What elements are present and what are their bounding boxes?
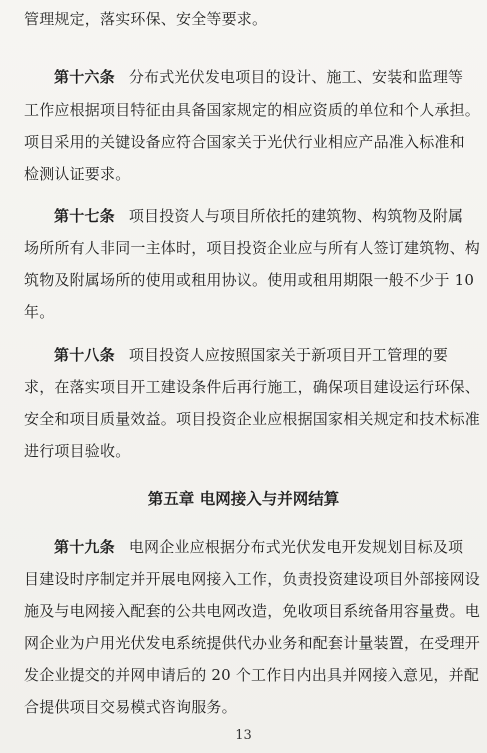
article-17-line-2 xyxy=(24,237,481,259)
text-line: 施及与电网接入配套的公共电网改造，免收项目系统备用容量费。电 xyxy=(24,602,481,620)
article-number: 第十六条 xyxy=(54,68,115,86)
article-18-line-4 xyxy=(24,440,464,462)
article-19-line-2 xyxy=(24,568,481,590)
text-line: 电网企业应根据分布式光伏发电开发规划目标及项 xyxy=(128,538,464,556)
text-line: 安全和项目质量效益。项目投资企业应根据国家相关规定和技术标准 xyxy=(24,410,481,428)
article-18-line-1 xyxy=(54,344,464,366)
article-19-line-6 xyxy=(24,696,464,718)
article-17-line-4 xyxy=(24,301,464,323)
text-line: 年。 xyxy=(24,303,55,321)
article-17-line-1 xyxy=(54,205,464,227)
text-line: 项目投资人与项目所依托的建筑物、构筑物及附属 xyxy=(128,207,464,225)
page-number: 13 xyxy=(235,728,252,743)
article-16-line-4 xyxy=(24,163,464,185)
article-19-line-5 xyxy=(24,664,480,686)
text-line: 项目采用的关键设备应符合国家关于光伏行业相应产品准入标准和 xyxy=(24,133,465,151)
text-line: 合提供项目交易模式咨询服务。 xyxy=(24,698,237,716)
article-19-line-3 xyxy=(24,600,481,622)
paragraph-continuation xyxy=(24,8,464,30)
text-line: 求，在落实项目开工建设条件后再行施工，确保项目建设运行环保、 xyxy=(24,378,481,396)
text-line: 进行项目验收。 xyxy=(24,442,131,460)
text-line: 筑物及附属场所的使用或租用协议。使用或租用期限一般不少于 10 xyxy=(24,271,475,289)
article-18-line-3 xyxy=(24,408,481,430)
article-17-line-3 xyxy=(24,269,475,291)
article-19-line-1 xyxy=(54,536,464,558)
text-line: 场所所有人非同一主体时，项目投资企业应与所有人签订建筑物、构 xyxy=(24,239,481,257)
article-18-line-2 xyxy=(24,376,481,398)
article-19-line-4 xyxy=(24,632,481,654)
chapter-heading: 第五章 电网接入与并网结算 xyxy=(147,490,340,508)
text-line: 发企业提交的并网申请后的 20 个工作日内出具并网接入意见，并配 xyxy=(24,666,480,684)
article-number: 第十七条 xyxy=(54,207,115,225)
article-16-line-2 xyxy=(24,99,481,121)
article-16-line-3 xyxy=(24,131,464,153)
article-number: 第十九条 xyxy=(54,538,115,556)
article-16-line-1 xyxy=(54,66,464,88)
text-line: 网企业为户用光伏发电系统提供代办业务和配套计量装置，在受理开 xyxy=(24,634,481,652)
text-line: 分布式光伏发电项目的设计、施工、安装和监理等 xyxy=(128,68,464,86)
text-line: 管理规定，落实环保、安全等要求。 xyxy=(24,10,268,28)
text-line: 工作应根据项目特征由具备国家规定的相应资质的单位和个人承担。 xyxy=(24,101,481,119)
text-line: 目建设时序制定并开展电网接入工作，负责投资建设项目外部接网设 xyxy=(24,570,481,588)
text-line: 检测认证要求。 xyxy=(24,165,131,183)
text-line: 项目投资人应按照国家关于新项目开工管理的要 xyxy=(128,346,449,364)
article-number: 第十八条 xyxy=(54,346,115,364)
